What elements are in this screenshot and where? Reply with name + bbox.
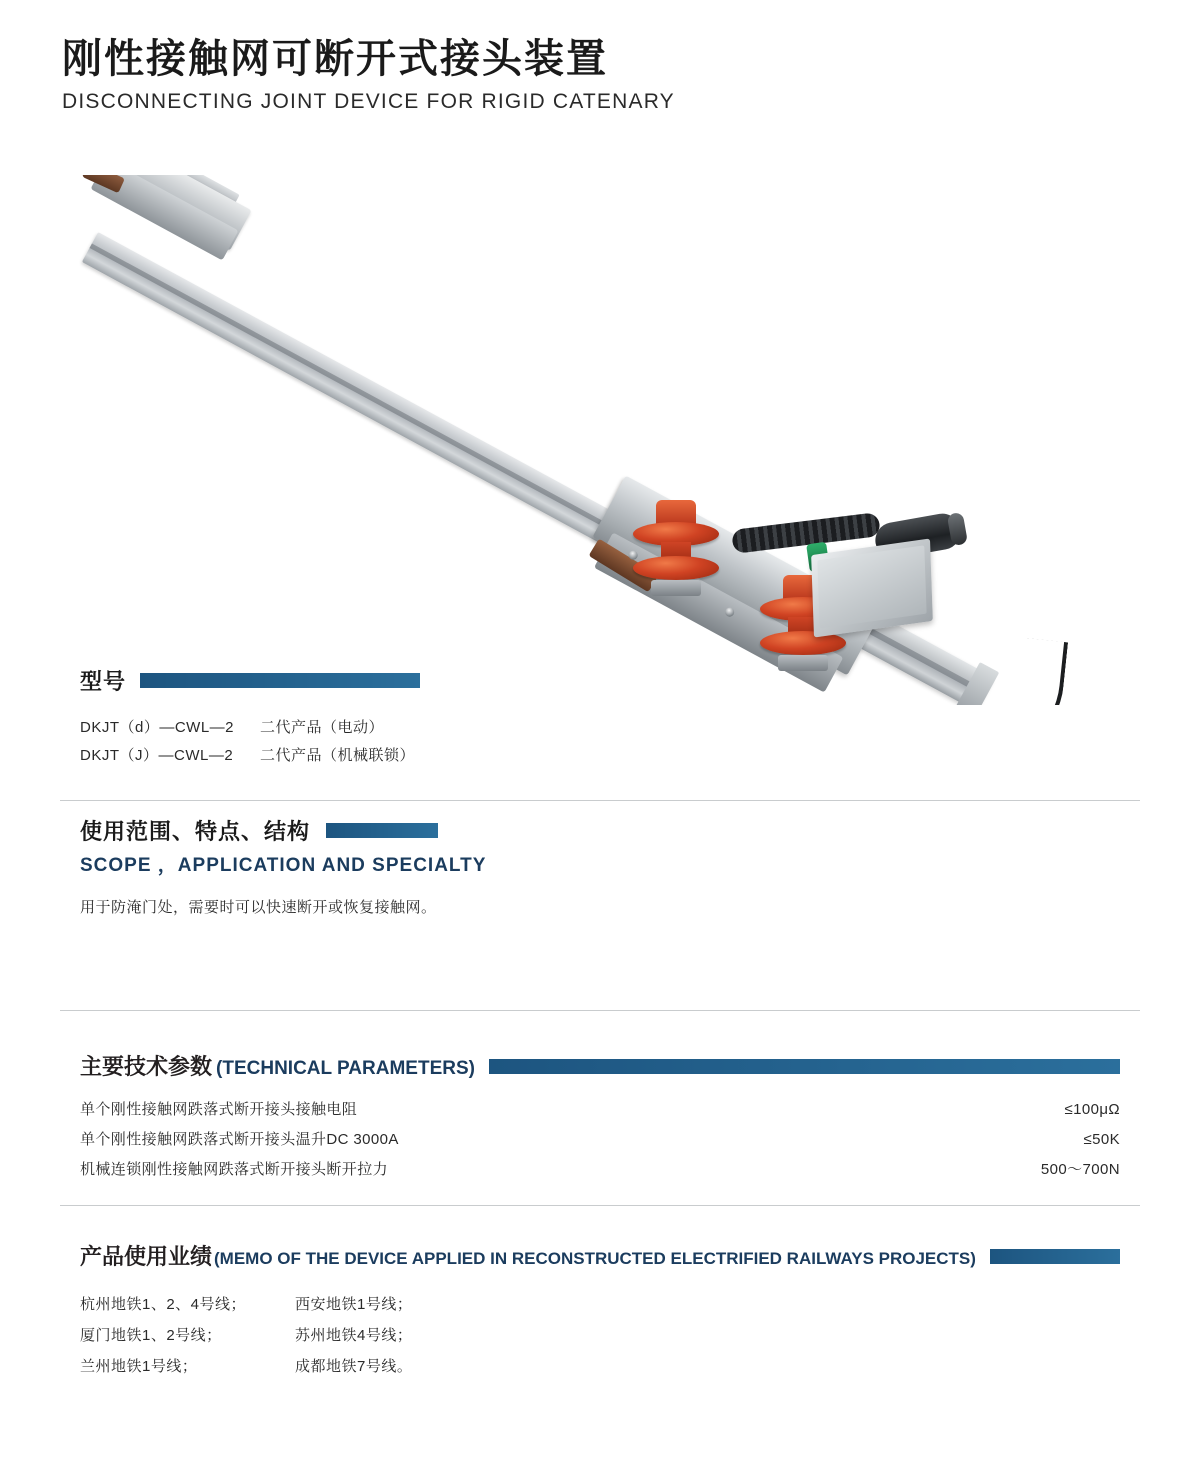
technical-param-name: 机械连锁刚性接触网跌落式断开接头断开拉力 bbox=[80, 1161, 389, 1178]
project-item: 厦门地铁1、2号线； bbox=[80, 1327, 222, 1344]
projects-column-right bbox=[295, 1289, 412, 1382]
technical-param-value: ≤100μΩ bbox=[1064, 1101, 1120, 1118]
scope-label-en: SCOPE ，APPLICATION AND SPECIALTY bbox=[80, 855, 487, 876]
product-photo-illustration bbox=[60, 175, 1140, 705]
project-item: 兰州地铁1号线； bbox=[80, 1358, 198, 1375]
project-item: 苏州地铁4号线； bbox=[295, 1327, 413, 1344]
model-row bbox=[80, 742, 1140, 770]
insulator-base bbox=[651, 580, 701, 596]
technical-row bbox=[80, 1125, 1120, 1155]
technical-row bbox=[80, 1095, 1120, 1125]
scope-section bbox=[80, 815, 1140, 923]
model-heading bbox=[80, 665, 1140, 696]
projects-columns bbox=[80, 1289, 1120, 1382]
model-accent-bar bbox=[140, 673, 420, 688]
actuator-control-box bbox=[811, 538, 933, 637]
scope-label-cn: 使用范围、特点、结构 bbox=[80, 819, 311, 844]
projects-label-cn: 产品使用业绩 bbox=[80, 1244, 213, 1269]
model-code: DKJT（J）—CWL—2 bbox=[80, 747, 234, 764]
technical-param-name: 单个刚性接触网跌落式断开接头温升DC 3000A bbox=[80, 1131, 399, 1148]
scope-body-text: 用于防淹门处，需要时可以快速断开或恢复接触网。 bbox=[80, 899, 437, 916]
projects-accent-bar bbox=[990, 1249, 1120, 1264]
project-item: 西安地铁1号线； bbox=[295, 1296, 413, 1313]
project-item: 杭州地铁1、2、4号线； bbox=[80, 1296, 247, 1313]
insulator-shed bbox=[633, 556, 719, 580]
product-photo bbox=[60, 175, 1140, 705]
technical-param-name: 单个刚性接触网跌落式断开接头接触电阻 bbox=[80, 1101, 358, 1118]
projects-heading bbox=[80, 1240, 1120, 1271]
model-label: 型号 bbox=[80, 669, 127, 694]
technical-label-cn: 主要技术参数 bbox=[80, 1054, 213, 1079]
model-row bbox=[80, 714, 1140, 742]
scope-heading bbox=[80, 815, 1140, 846]
page-header bbox=[62, 36, 1142, 114]
technical-heading bbox=[80, 1050, 1120, 1081]
model-code: DKJT（d）—CWL—2 bbox=[80, 719, 235, 736]
technical-param-value: ≤50K bbox=[1083, 1131, 1120, 1148]
page-title-cn: 刚性接触网可断开式接头装置 bbox=[62, 37, 608, 81]
projects-column-left bbox=[80, 1289, 295, 1382]
project-item: 成都地铁7号线。 bbox=[295, 1358, 413, 1375]
projects-section bbox=[80, 1240, 1120, 1382]
divider bbox=[60, 1010, 1140, 1011]
technical-label-en: (TECHNICAL PARAMETERS) bbox=[216, 1058, 475, 1079]
projects-label-en: (MEMO OF THE DEVICE APPLIED IN RECONSTRUCTED ELECTRIFIED RAILWAYS PROJECTS) bbox=[214, 1249, 976, 1268]
technical-parameter-list bbox=[80, 1095, 1120, 1185]
technical-param-value: 500～700N bbox=[1040, 1161, 1120, 1178]
scope-accent-bar bbox=[326, 823, 438, 838]
page-title-en: DISCONNECTING JOINT DEVICE FOR RIGID CATENARY bbox=[62, 90, 675, 113]
insulator-rear bbox=[633, 500, 719, 596]
actuator-box-face bbox=[817, 545, 926, 628]
technical-accent-bar bbox=[489, 1059, 1120, 1074]
divider bbox=[60, 1205, 1140, 1206]
technical-row bbox=[80, 1155, 1120, 1185]
model-description: 二代产品（机械联锁） bbox=[260, 747, 416, 764]
model-section bbox=[80, 665, 1140, 770]
technical-parameters-section bbox=[80, 1050, 1120, 1185]
model-list bbox=[80, 714, 1140, 770]
motor-cylinder-cap bbox=[947, 512, 968, 546]
divider bbox=[60, 800, 1140, 801]
model-description: 二代产品（电动） bbox=[260, 719, 385, 736]
